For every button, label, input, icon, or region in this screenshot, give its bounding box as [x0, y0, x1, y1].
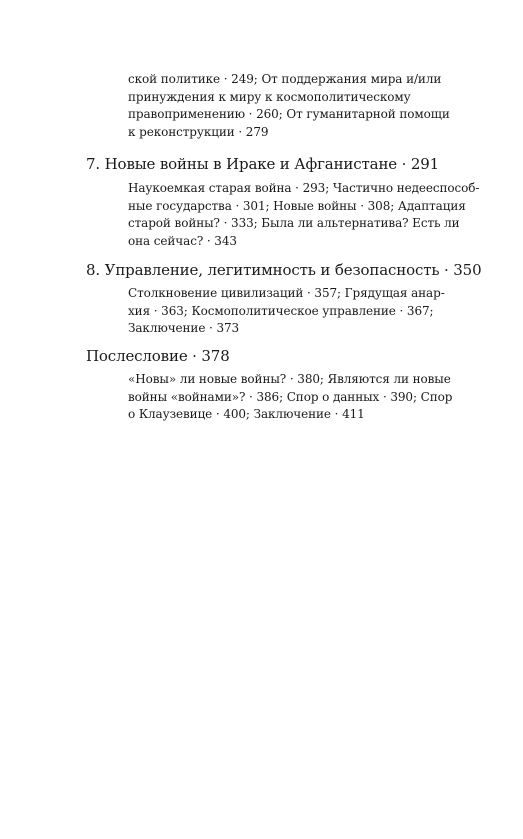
toc-line: хия · 363; Космополитическое управление · 367;	[128, 303, 434, 318]
toc-line: ные государства · 301; Новые войны · 308; Адаптация	[128, 198, 466, 213]
toc-line: она сейчас? · 343	[128, 233, 237, 248]
toc-line: о Клаузевице · 400; Заключение · 411	[128, 407, 365, 422]
toc-continuation-entries	[128, 71, 478, 141]
toc-line: Столкновение цивилизаций · 357; Грядущая анар-	[128, 286, 445, 300]
afterword-title: Послесловие · 378	[86, 347, 230, 365]
toc-line: правоприменению · 260; От гуманитарной помощи	[128, 107, 450, 122]
toc-line: Наукоемкая старая война · 293; Частично недееспособ-	[128, 181, 480, 195]
chapter-8-title: 8. Управление, легитимность и безопасность · 350	[86, 261, 482, 279]
chapter-8-sections	[128, 285, 478, 338]
toc-line: «Новы» ли новые войны? · 380; Являются ли новые	[128, 372, 451, 386]
toc-line: к реконструкции · 279	[128, 124, 269, 139]
chapter-7-title: 7. Новые войны в Ираке и Афганистане · 291	[86, 155, 440, 173]
toc-line: Заключение · 373	[128, 321, 240, 336]
toc-line: принуждения к миру к космополитическому	[128, 89, 411, 104]
chapter-7-sections	[128, 180, 478, 250]
toc-line: войны «войнами»? · 386; Спор о данных · 390; Спор	[128, 389, 453, 404]
afterword-sections	[128, 371, 478, 424]
toc-line: старой войны? · 333; Была ли альтернатива? Есть ли	[128, 216, 460, 231]
toc-line: ской политике · 249; От поддержания мира и/или	[128, 72, 442, 86]
